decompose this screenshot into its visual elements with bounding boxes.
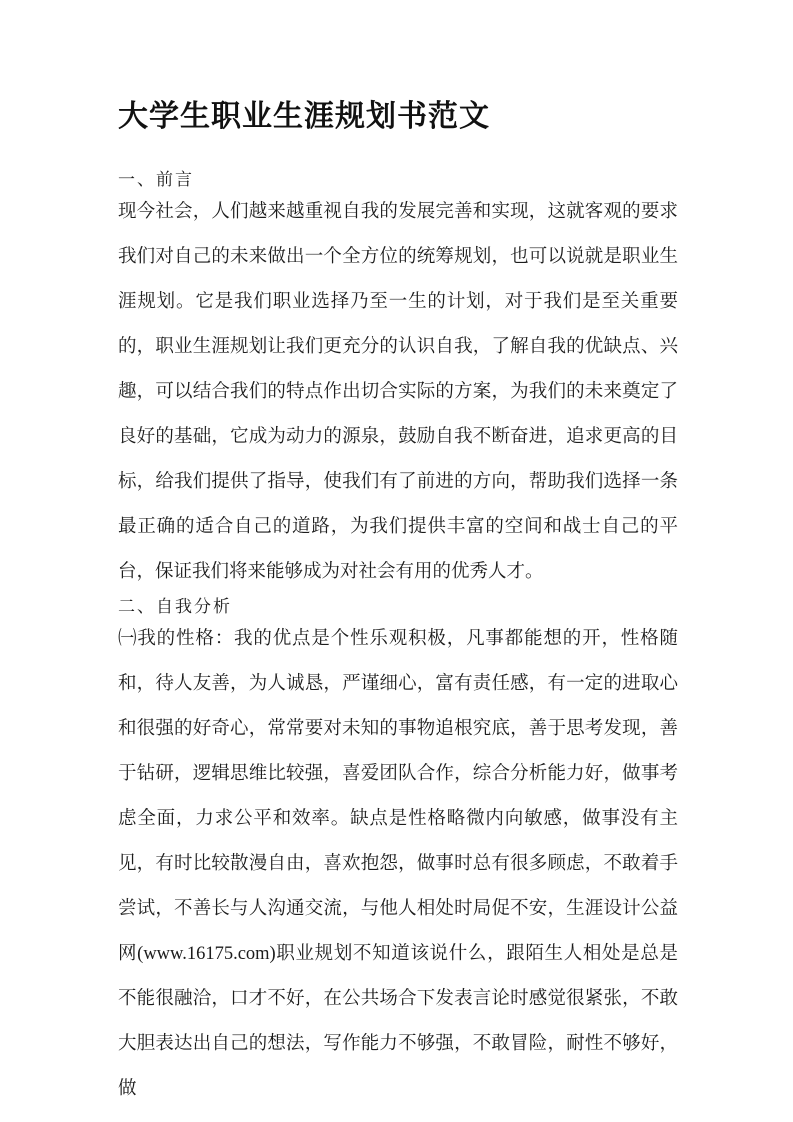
document-title: 大学生职业生涯规划书范文 [118, 100, 490, 133]
section-heading-self-analysis: 二、自我分析 [118, 597, 232, 616]
paragraph-preface: 现今社会，人们越来越重视自我的发展完善和实现，这就客观的要求我们对自己的未来做出一个全方位的统筹规划，也可以说就是职业生涯规划。它是我们职业选择乃至一生的计划，对于我们是至关重要的，职业生涯规划让我们更充分的认识自我，了解自我的优缺点、兴趣，可以结合我们的特点作出切合实际的方案，为我们的未来奠定了良好的基础，它成为动力的源泉，鼓励自我不断奋进，追求更高的目标，给我们提供了指导，使我们有了前进的方向，帮助我们选择一条最正确的适合自己的道路，为我们提供丰富的空间和战士自己的平台，保证我们将来能够成为对社会有用的优秀人才。 [118, 202, 678, 582]
section-preface [118, 170, 678, 595]
section-heading-preface: 一、前言 [118, 170, 194, 189]
paragraph-self-analysis: ㈠我的性格：我的优点是个性乐观积极，凡事都能想的开，性格随和，待人友善，为人诚恳，严谨细心，富有责任感，有一定的进取心和很强的好奇心，常常要对未知的事物追根究底，善于思考发现，善于钻研，逻辑思维比较强，喜爱团队合作，综合分析能力好，做事考虑全面，力求公平和效率。缺点是性格略微内向敏感，做事没有主见，有时比较散漫自由，喜欢抱怨，做事时总有很多顾虑，不敢着手尝试，不善长与人沟通交流，与他人相处时局促不安，生涯设计公益网(www.16175.com)职业规划不知道该说什么，跟陌生人相处是总是不能很融洽，口才不好，在公共场合下发表言论时感觉很紧张，不敢大胆表达出自己的想法，写作能力不够强，不敢冒险，耐性不够好，做 [118, 629, 678, 1099]
section-self-analysis [118, 597, 678, 1112]
